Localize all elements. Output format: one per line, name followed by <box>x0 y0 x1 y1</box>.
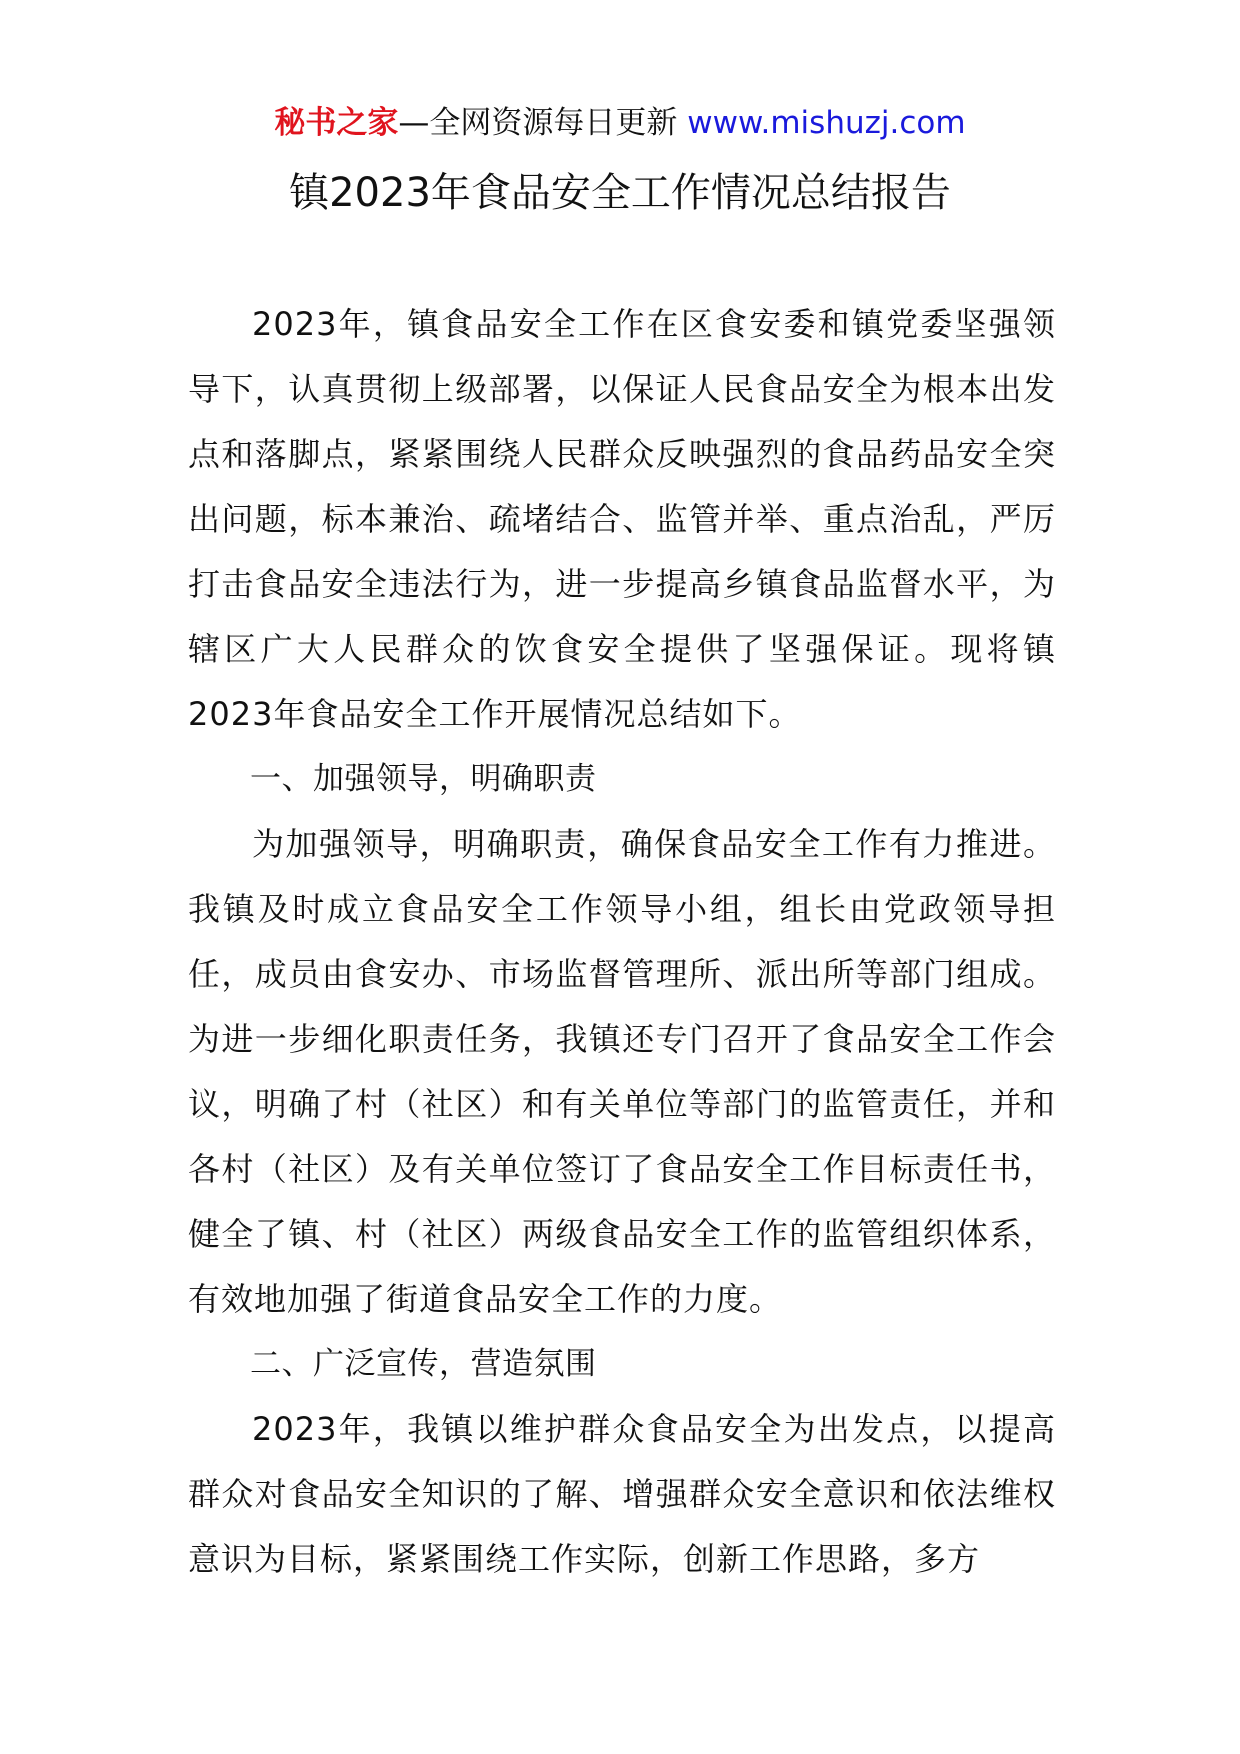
paragraph-section-2: 2023年，我镇以维护群众食品安全为出发点，以提高群众对食品安全知识的了解、增强群众安全意识和依法维权意识为目标，紧紧围绕工作实际，创新工作思路，多方 <box>188 1410 1056 1578</box>
site-header <box>0 100 1240 146</box>
section-heading-1: 一、加强领导，明确职责 <box>250 761 597 797</box>
site-tagline: —全网资源每日更新 <box>398 105 678 141</box>
section-heading-2: 二、广泛宣传，营造氛围 <box>250 1346 597 1382</box>
site-url-link[interactable]: www.mishuzj.com <box>687 105 966 141</box>
document-body <box>188 292 1056 1592</box>
document-title: 镇2023年食品安全工作情况总结报告 <box>289 170 951 216</box>
site-brand: 秘书之家 <box>274 105 399 141</box>
paragraph-section-1: 为加强领导，明确职责，确保食品安全工作有力推进。我镇及时成立食品安全工作领导小组，组长由党政领导担任，成员由食安办、市场监督管理所、派出所等部门组成。为进一步细化职责任务，我镇还专门召开了食品安全工作会议，明确了村（社区）和有关单位等部门的监管责任，并和各村（社区）及有关单位签订了食品安全工作目标责任书，健全了镇、村（社区）两级食品安全工作的监管组织体系，有效地加强了街道食品安全工作的力度。 <box>188 825 1056 1318</box>
paragraph-intro: 2023年，镇食品安全工作在区食安委和镇党委坚强领导下，认真贯彻上级部署，以保证人民食品安全为根本出发点和落脚点，紧紧围绕人民群众反映强烈的食品药品安全突出问题，标本兼治、疏堵结合、监管并举、重点治乱，严厉打击食品安全违法行为，进一步提高乡镇食品监督水平，为辖区广大人民群众的饮食安全提供了坚强保证。现将镇2023年食品安全工作开展情况总结如下。 <box>188 305 1056 733</box>
